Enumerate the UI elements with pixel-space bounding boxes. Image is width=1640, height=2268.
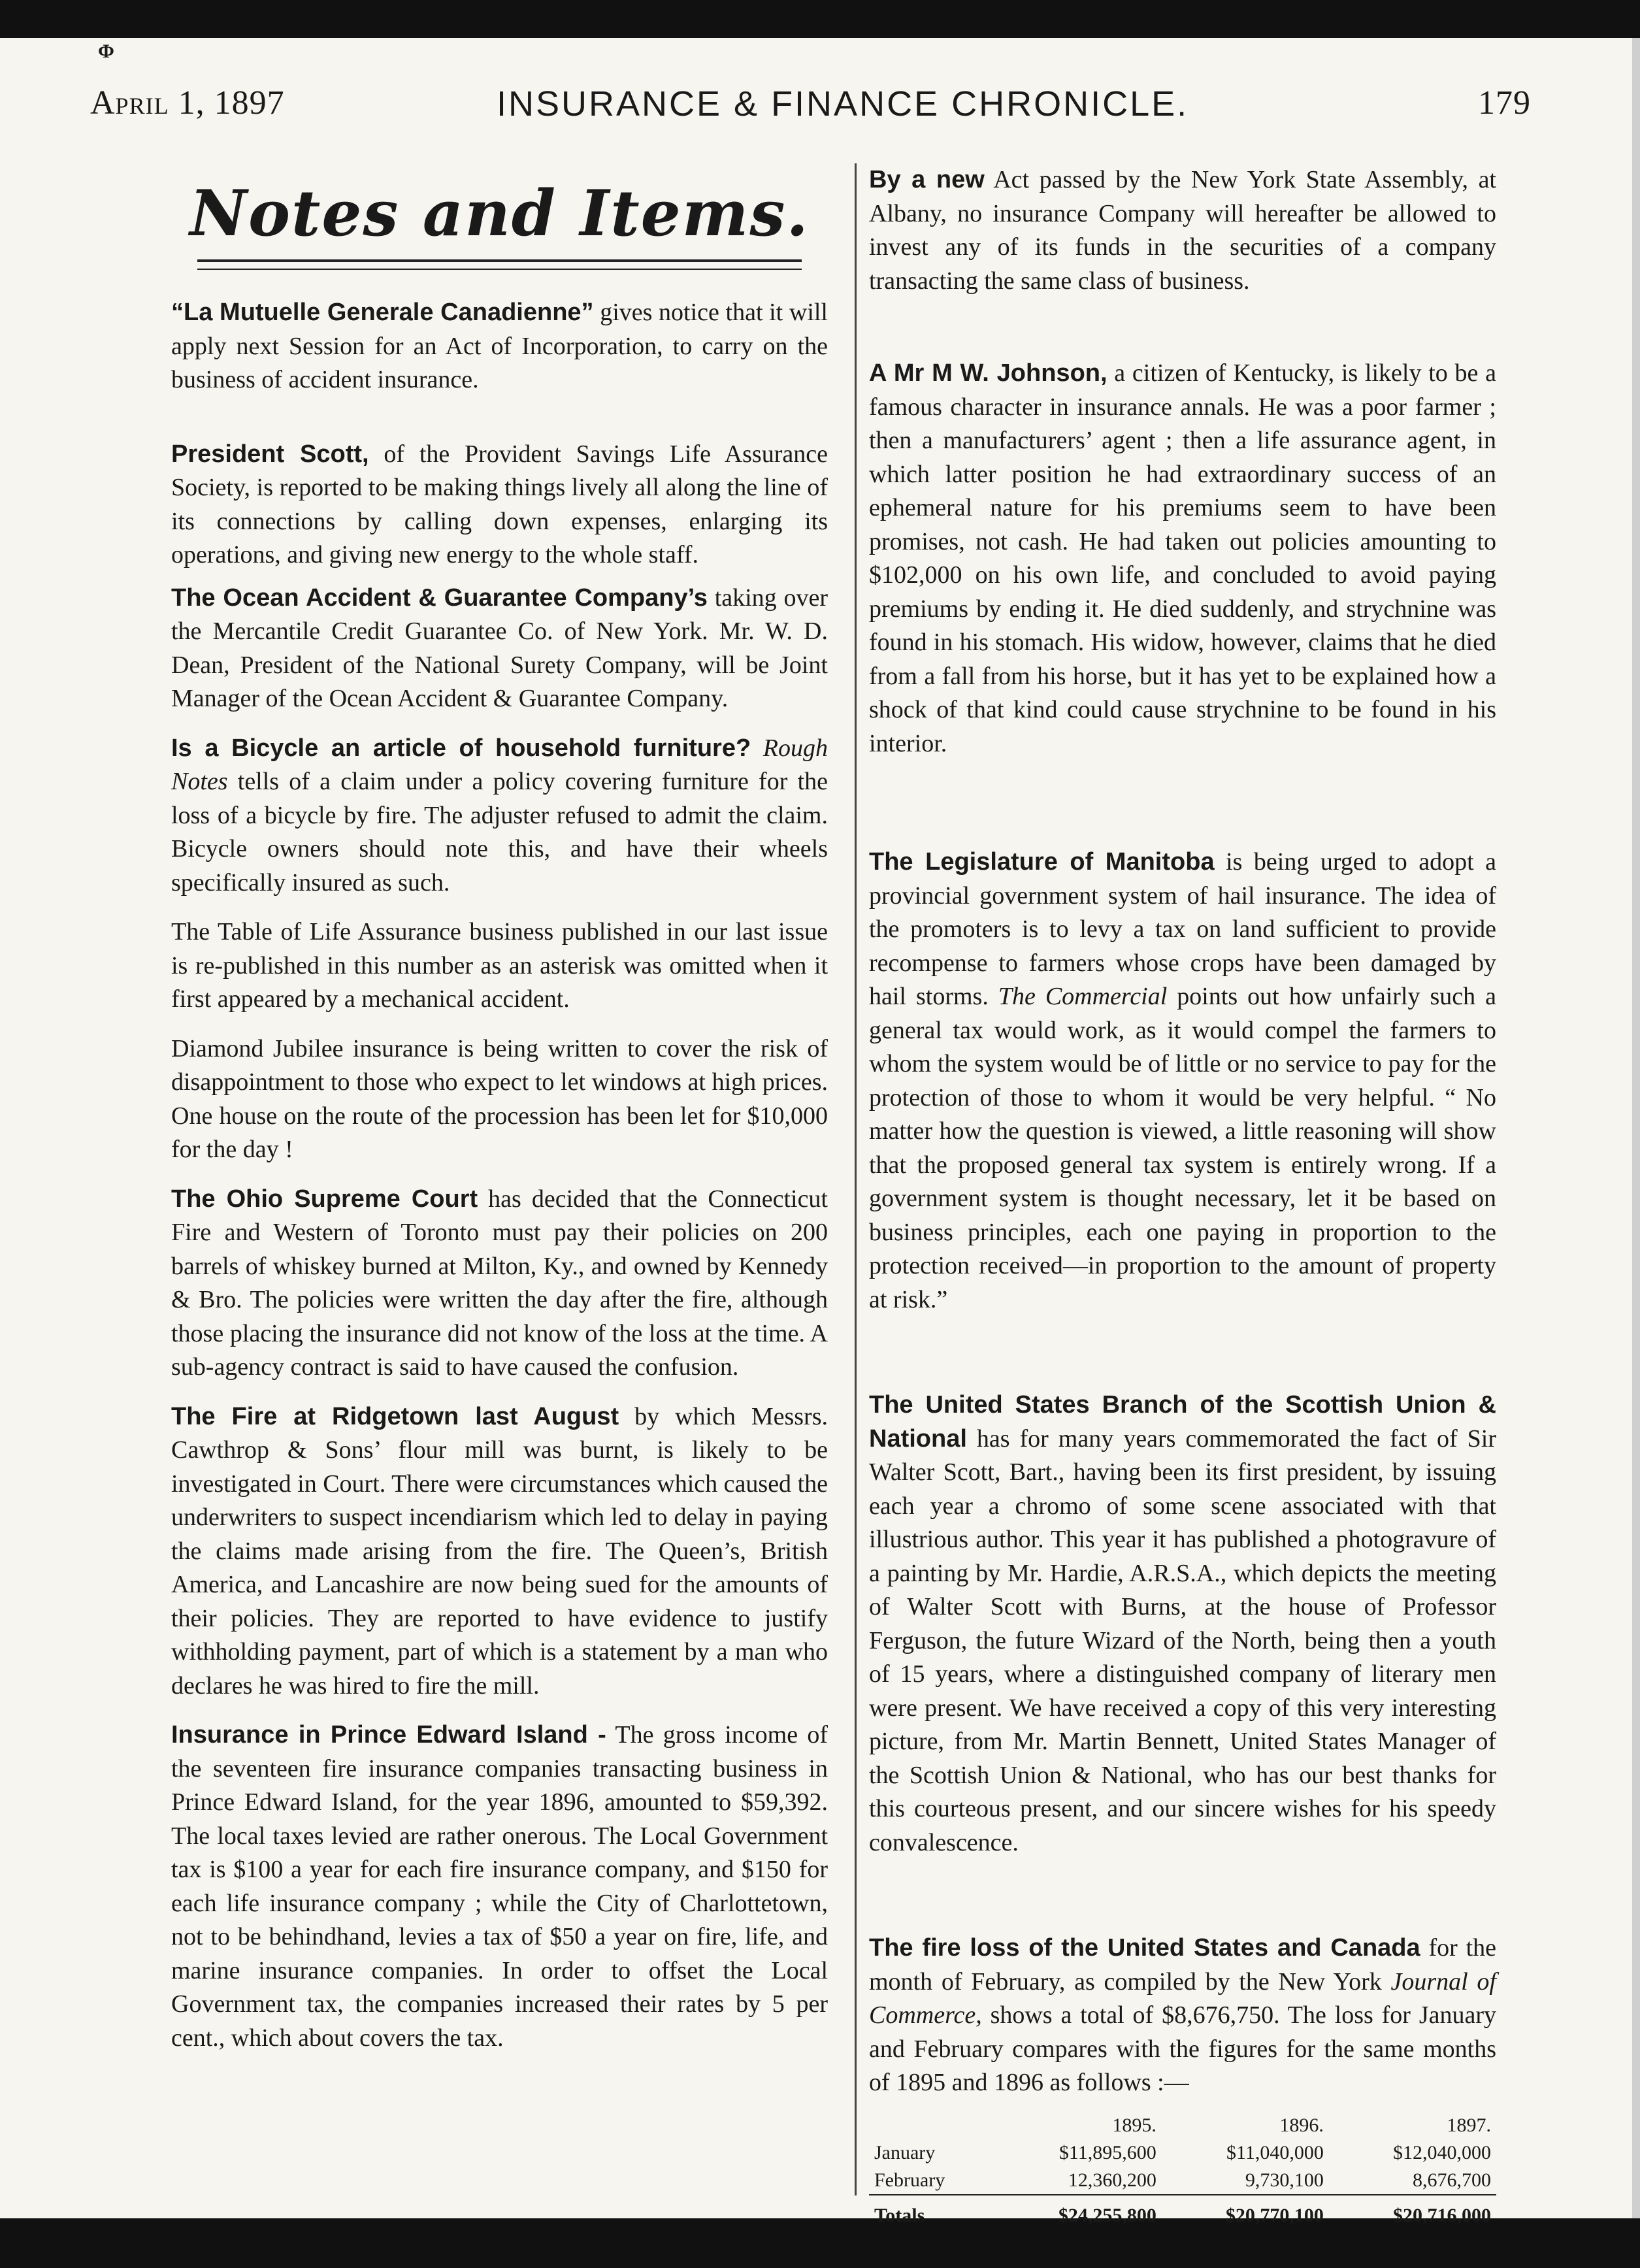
note-italic: The Commercial xyxy=(988,983,1168,1010)
note-lead: The Legislature of Manitoba xyxy=(869,848,1215,876)
note-life-table xyxy=(171,915,828,1017)
table-cell: $11,040,000 xyxy=(1226,2141,1324,2163)
table-row xyxy=(869,2139,1496,2167)
note-text: The Table of Life Assurance business published in our last issue is re-published in this number as an asterisk was omitted when it first appeared by a mechanical accident. xyxy=(171,918,828,1013)
row-label: January xyxy=(874,2141,936,2163)
note-fire-loss xyxy=(869,1931,1496,2100)
table-cell: $20,770,100 xyxy=(1162,2195,1329,2229)
note-italic: Rough Notes xyxy=(171,734,828,795)
note-text: of the Provident Savings Life Assurance Society, is reported to be making things lively all along the line of its connections by calling down expenses, enlarging its operations, and giving new energy to the whole staff. xyxy=(171,440,828,568)
note-mutuelle-generale xyxy=(171,296,828,397)
table-cell: 12,360,200 xyxy=(1068,2169,1156,2191)
right-column xyxy=(869,163,1496,2229)
row-label: February xyxy=(874,2169,945,2191)
table-cell: $12,040,000 xyxy=(1393,2141,1491,2163)
note-text: is being urged to adopt a provincial government system of hail insurance. The idea of the promoters is to levy a tax on land sufficient to provide recompense to farmers whose crops have been damaged by hail storms. xyxy=(869,848,1496,1010)
note-text: has for many years commemorated the fact of Sir Walter Scott, Bart., having been its first president, by issuing each year a chromo of some scene associated with that illustrious author. This year it has published a photogravure of a painting by Mr. Hardie, A.R.S.A., which depicts the meeting of Walter Scott with Burns, at the house of Professor Ferguson, the future Wizard of the North, being then a youth of 15 years, where a distinguished company of literary men were present. We have received a copy of this very interesting picture, from Mr. Martin Bennett, United States Manager of the Scottish Union & National, who has our best thanks for this courteous present, and our sincere wishes for his speedy convalescence. xyxy=(869,1424,1496,1856)
note-lead: The United States Branch of the Scottish Union & National xyxy=(869,1391,1496,1453)
note-text-continued: shows a total of $8,676,750. The loss for January and February compares with the figures for the same months of 1895 and 1896 as follows :— xyxy=(869,2001,1496,2096)
left-column xyxy=(171,163,828,2055)
note-text: a citizen of Kentucky, is likely to be a famous character in insurance annals. He was a poor farmer ; then a manufacturers’ agent ; then a life assurance agent, in which latter position he had extraordinary success of an ephemeral nature for his premiums seem to have been promises, not cash. He had taken out policies amounting to $102,000 on his own life, and concluded to avoid paying premiums by ending it. He died suddenly, and strychnine was found in his stomach. His widow, however, claims that he died from a fall from his horse, but it has yet to be explained how a shock of that kind could cause strychnine to be found in his interior. xyxy=(869,359,1497,757)
note-lead: The fire loss of the United States and Canada xyxy=(869,1934,1420,1962)
note-text: taking over the Mercantile Credit Guarantee Co. of New York. Mr. W. D. Dean, President of the National Surety Company, will be Joint Manager of the Ocean Accident & Guarantee Company. xyxy=(171,583,828,712)
column-divider xyxy=(855,163,857,2195)
note-lead: The Ocean Accident & Guarantee Company’s xyxy=(171,583,708,612)
note-italic: Journal of Commerce, xyxy=(869,1967,1496,2029)
table-cell: 9,730,100 xyxy=(1245,2169,1324,2191)
note-new-york-act xyxy=(869,163,1496,298)
column-header: 1896. xyxy=(1279,2114,1324,2136)
note-scottish-union xyxy=(869,1389,1496,1860)
note-text: has decided that the Connecticut Fire and Western of Toronto must pay their policies on 200 barrels of whiskey burned at Milton, Ky., and owned by Kennedy & Bro. The policies were written the day after the fire, although those placing the insurance did not know of the loss at the time. A sub-agency contract is said to have caused the confusion. xyxy=(171,1185,828,1381)
table-cell: 8,676,700 xyxy=(1413,2169,1491,2191)
note-lead: President Scott, xyxy=(171,440,369,468)
page-number: 179 xyxy=(1478,84,1531,122)
column-header: 1897. xyxy=(1447,2114,1491,2136)
table-cell: $20,716,000 xyxy=(1329,2195,1496,2229)
note-text: for the month of February, as compiled by the New York xyxy=(869,1934,1496,1996)
note-lead: Insurance in Prince Edward Island - xyxy=(171,1721,606,1749)
note-lead: The Fire at Ridgetown last August xyxy=(171,1402,619,1430)
section-title: Notes and Items. xyxy=(189,176,810,250)
note-text: gives notice that it will apply next Session for an Act of Incorporation, to carry on the business of accident insurance. xyxy=(171,299,828,393)
column-header: 1895. xyxy=(1112,2114,1156,2136)
note-lead: The Ohio Supreme Court xyxy=(171,1185,478,1213)
note-prince-edward-island xyxy=(171,1718,828,2055)
table-cell: $11,895,600 xyxy=(1058,2141,1156,2163)
note-president-scott xyxy=(171,438,828,572)
note-ridgetown-fire xyxy=(171,1400,828,1703)
table-corner xyxy=(869,2112,994,2139)
scan-right-edge xyxy=(1632,38,1640,2218)
title-rule xyxy=(197,259,802,270)
table-header-row xyxy=(869,2112,1496,2139)
fire-loss-table xyxy=(869,2112,1496,2229)
note-lead: A Mr M W. Johnson, xyxy=(869,359,1107,387)
note-text: by which Messrs. Cawthrop & Sons’ flour mill was burnt, is likely to be investigated in Court. There were circumstances which caused the underwriters to suspect incendiarism which led to delay in paying the claims made arising from the fire. The Queen’s, British America, and Lancashire are now being sued for the amounts of their policies. They are reported to have evidence to justify withholding payment, part of which is a statement by a man who declares he was hired to fire the mill. xyxy=(171,1402,828,1700)
issue-date: April 1, 1897 xyxy=(90,84,285,122)
row-label: Totals xyxy=(869,2195,994,2229)
note-bicycle xyxy=(171,732,828,900)
table-cell: $24,255,800 xyxy=(994,2195,1162,2229)
note-diamond-jubilee xyxy=(171,1032,828,1167)
note-lead: By a new xyxy=(869,166,985,193)
scan-top-border xyxy=(0,0,1640,38)
note-ocean-accident xyxy=(171,582,828,716)
note-manitoba-hail xyxy=(869,846,1496,1317)
note-text: Act passed by the New York State Assembly, at Albany, no insurance Company will hereafter be allowed to invest any of its funds in the securities of a company transacting the same class of business. xyxy=(869,166,1496,295)
note-johnson-kentucky xyxy=(869,357,1496,761)
note-ohio-court xyxy=(171,1183,828,1385)
note-lead: Is a Bicycle an article of household furniture? xyxy=(171,734,751,762)
note-text-continued: points out how unfairly such a general tax would work, as it would compel the farmers to whom the system would be of little or no service to pay for the protection of those to whom it would be very helpful. “ No matter how the question is viewed, a little reasoning will show that the proposed general tax system is entirely wrong. If a government system is thought necessary, let it be based on business principles, each one paying in proportion to the protection received—in proportion to the amount of property at risk.” xyxy=(869,983,1496,1313)
note-text: tells of a claim under a policy covering furniture for the loss of a bicycle by fire. The adjuster refused to admit the claim. Bicycle owners should note this, and have their wheels specifically insured as such. xyxy=(171,768,828,896)
note-text: Diamond Jubilee insurance is being written to cover the risk of disappointment to those who expect to let windows at high prices. One house on the route of the procession has been let for $10,000 for the day ! xyxy=(171,1034,828,1163)
corner-mark: Φ xyxy=(98,41,114,62)
totals-row xyxy=(869,2195,1496,2229)
table-row xyxy=(869,2167,1496,2195)
note-lead: “La Mutuelle Generale Canadienne” xyxy=(171,299,594,326)
publication-title: INSURANCE & FINANCE CHRONICLE. xyxy=(497,84,1189,123)
note-text: The gross income of the seventeen fire insurance companies transacting business in Prince Edward Island, for the year 1896, amounted to $59,392. The local taxes levied are rather onerous. The Local Government tax is $100 a year for each fire insurance company, and $150 for each life insurance company ; while the City of Charlottetown, not to be behindhand, levies a tax of $50 a year on fire, life, and marine insurance companies. In order to offset the Local Government tax, the companies increased their rates by 5 per cent., which about covers the tax. xyxy=(171,1721,828,2052)
